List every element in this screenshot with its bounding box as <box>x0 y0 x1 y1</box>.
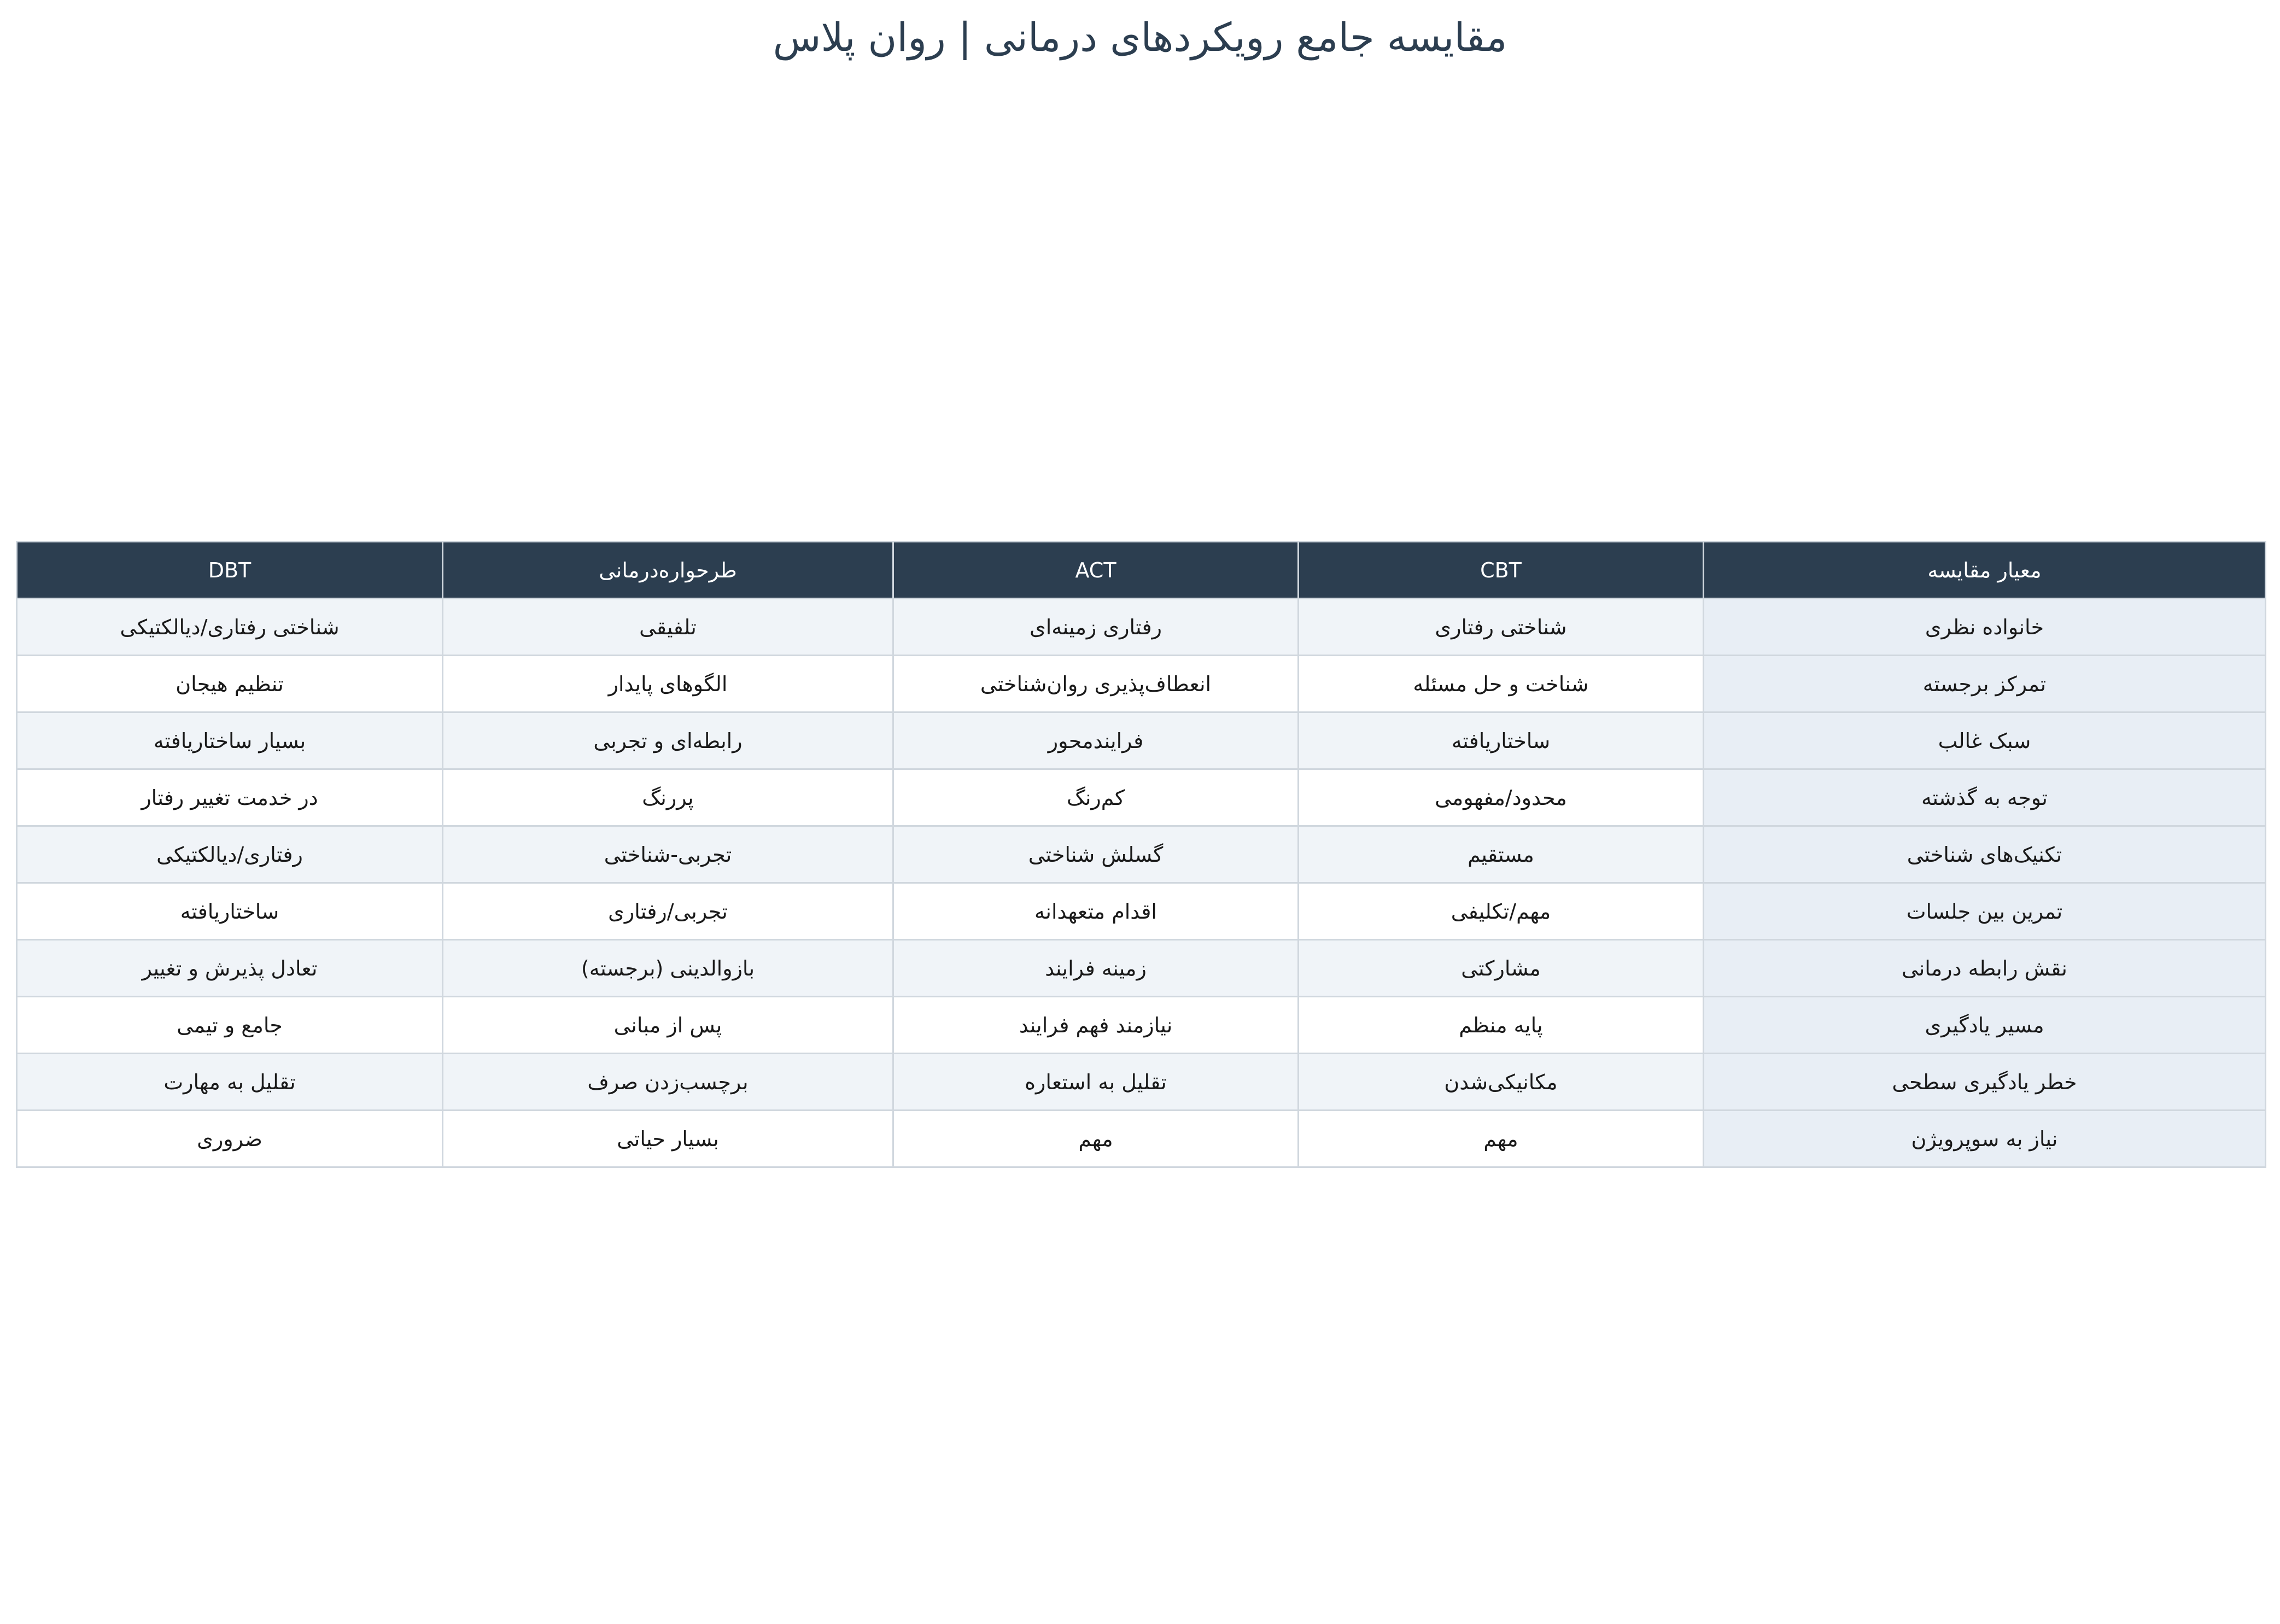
criterion-cell: سبک غالب <box>1704 712 2266 769</box>
table-cell: تجربی-شناختی <box>443 826 893 883</box>
comparison-table-container <box>16 541 2265 1168</box>
column-header: DBT <box>17 542 443 599</box>
table-row <box>17 883 2266 940</box>
criterion-cell: خانواده نظری <box>1704 599 2266 656</box>
table-cell: رابطه‌ای و تجربی <box>443 712 893 769</box>
table-cell: رفتاری/دیالکتیکی <box>17 826 443 883</box>
table-header-row <box>17 542 2266 599</box>
table-row <box>17 656 2266 712</box>
table-row <box>17 1111 2266 1167</box>
table-cell: ساختاریافته <box>17 883 443 940</box>
table-cell: پررنگ <box>443 769 893 826</box>
table-cell: پس از مبانی <box>443 997 893 1054</box>
table-cell: نیازمند فهم فرایند <box>893 997 1299 1054</box>
table-cell: در خدمت تغییر رفتار <box>17 769 443 826</box>
table-row <box>17 826 2266 883</box>
criterion-cell: تمرکز برجسته <box>1704 656 2266 712</box>
table-cell: کم‌رنگ <box>893 769 1299 826</box>
table-row <box>17 712 2266 769</box>
table-cell: ساختاریافته <box>1299 712 1704 769</box>
table-row <box>17 599 2266 656</box>
table-cell: الگوهای پایدار <box>443 656 893 712</box>
table-row <box>17 997 2266 1054</box>
comparison-table <box>16 541 2266 1168</box>
table-cell: شناختی رفتاری/دیالکتیکی <box>17 599 443 656</box>
table-cell: رفتاری زمینه‌ای <box>893 599 1299 656</box>
table-cell: تعادل پذیرش و تغییر <box>17 940 443 997</box>
table-cell: مشارکتی <box>1299 940 1704 997</box>
criterion-cell: نیاز به سوپرویژن <box>1704 1111 2266 1167</box>
table-body <box>17 599 2266 1167</box>
table-cell: جامع و تیمی <box>17 997 443 1054</box>
criterion-cell: تکنیک‌های شناختی <box>1704 826 2266 883</box>
chart-title: مقایسه جامع رویکردهای درمانی | روان پلاس <box>773 14 1507 60</box>
table-cell: تلفیقی <box>443 599 893 656</box>
table-cell: زمینه فرایند <box>893 940 1299 997</box>
table-cell: شناختی رفتاری <box>1299 599 1704 656</box>
table-cell: اقدام متعهدانه <box>893 883 1299 940</box>
table-row <box>17 769 2266 826</box>
criterion-cell: توجه به گذشته <box>1704 769 2266 826</box>
table-cell: مستقیم <box>1299 826 1704 883</box>
table-cell: تنظیم هیجان <box>17 656 443 712</box>
table-cell: مکانیکی‌شدن <box>1299 1054 1704 1111</box>
criterion-cell: خطر یادگیری سطحی <box>1704 1054 2266 1111</box>
column-header: ACT <box>893 542 1299 599</box>
table-cell: بازوالدینی (برجسته) <box>443 940 893 997</box>
table-row <box>17 940 2266 997</box>
column-header: معیار مقایسه <box>1704 542 2266 599</box>
table-cell: انعطاف‌پذیری روان‌شناختی <box>893 656 1299 712</box>
table-cell: تقلیل به استعاره <box>893 1054 1299 1111</box>
table-cell: تجربی/رفتاری <box>443 883 893 940</box>
table-cell: محدود/مفهومی <box>1299 769 1704 826</box>
criterion-cell: نقش رابطه درمانی <box>1704 940 2266 997</box>
table-cell: بسیار حیاتی <box>443 1111 893 1167</box>
table-cell: شناخت و حل مسئله <box>1299 656 1704 712</box>
table-cell: گسلش شناختی <box>893 826 1299 883</box>
table-row <box>17 1054 2266 1111</box>
table-cell: مهم <box>1299 1111 1704 1167</box>
table-cell: فرایندمحور <box>893 712 1299 769</box>
column-header: طرحواره‌درمانی <box>443 542 893 599</box>
table-cell: مهم/تکلیفی <box>1299 883 1704 940</box>
criterion-cell: تمرین بین جلسات <box>1704 883 2266 940</box>
table-cell: تقلیل به مهارت <box>17 1054 443 1111</box>
table-cell: ضروری <box>17 1111 443 1167</box>
table-cell: مهم <box>893 1111 1299 1167</box>
table-cell: پایه منظم <box>1299 997 1704 1054</box>
table-cell: برچسب‌زدن صرف <box>443 1054 893 1111</box>
criterion-cell: مسیر یادگیری <box>1704 997 2266 1054</box>
table-cell: بسیار ساختاریافته <box>17 712 443 769</box>
column-header: CBT <box>1299 542 1704 599</box>
